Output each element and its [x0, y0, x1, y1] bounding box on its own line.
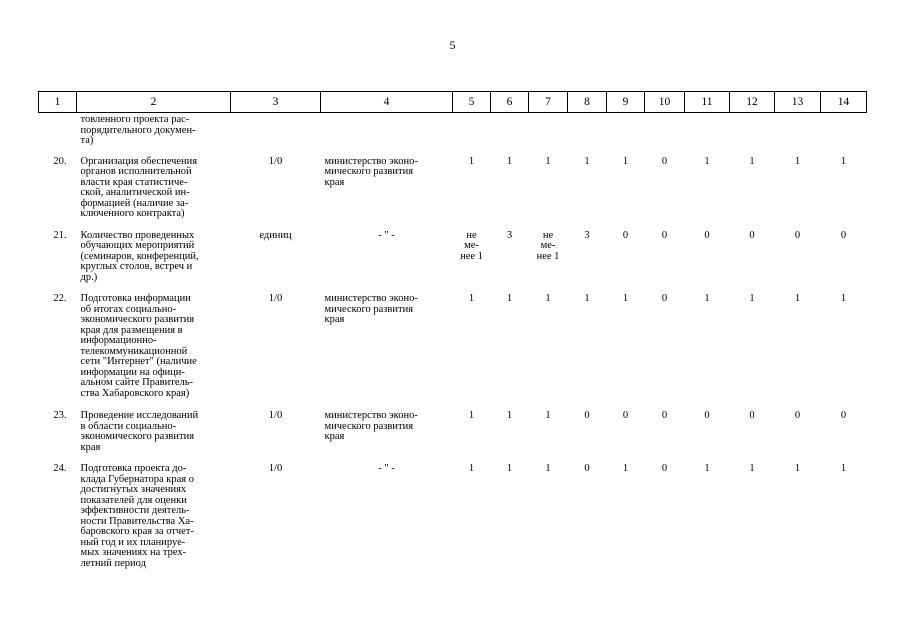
value-cell: 0: [840, 410, 847, 421]
value-cell: 0: [661, 155, 668, 167]
value-cell: 1: [840, 463, 847, 474]
value-cell: 1: [545, 463, 551, 474]
table-row: [39, 231, 867, 284]
responsible-cell: - " -: [378, 463, 395, 474]
value-cell: 1: [794, 463, 801, 474]
value-cell: 1: [584, 293, 590, 304]
value-cell: 0: [584, 463, 590, 474]
column-header: 7: [529, 92, 568, 113]
value-cell: 1: [506, 155, 513, 167]
table-row: [39, 294, 867, 399]
value-cell: 0: [584, 410, 590, 421]
indicator-name: Подготовка проекта до- клада Губернатора края о достигнутых значениях показателей для оценки эффективности деятель- ности Правительства Ха- баровского края за отчет- ный год и их планируе- мых значениях на трех- летний период: [80, 463, 194, 569]
table-row: [39, 411, 867, 453]
indicator-name: Организация обеспечения органов исполнительной власти края статистиче- ской, аналитической ин- формацией (наличие за- ключенного контракта): [80, 155, 198, 219]
value-cell: 0: [794, 229, 801, 241]
indicator-name: Подготовка информации об итогах социально- экономического развития края для размещения в информационно- телекоммуникационной сети "Интернет" (наличие информации на офици- альном сайте Правитель- ства Хабаровского края): [80, 293, 197, 399]
value-cell: 0: [622, 229, 629, 241]
value-cell: 1: [468, 155, 475, 167]
value-cell: 0: [749, 229, 755, 241]
row-number: 21.: [53, 229, 67, 241]
column-header: 2: [77, 92, 231, 113]
unit-cell: 1/0: [268, 463, 283, 474]
column-header: 13: [775, 92, 821, 113]
value-cell: 0: [840, 229, 847, 241]
value-cell: 1: [506, 410, 513, 421]
row-number: 22.: [53, 293, 67, 304]
value-cell: 0: [661, 229, 668, 241]
value-cell: не ме- нее 1: [536, 229, 560, 262]
value-cell: 3: [584, 229, 590, 241]
value-cell: 1: [468, 293, 475, 304]
page-number: 5: [449, 38, 456, 52]
column-header: 9: [607, 92, 645, 113]
value-cell: не ме- нее 1: [460, 229, 483, 262]
value-cell: 1: [468, 410, 475, 421]
value-cell: 1: [545, 410, 551, 421]
value-cell: 1: [794, 155, 801, 167]
column-header: 11: [685, 92, 730, 113]
responsible-cell: министерство эконо- мического развития края: [324, 410, 418, 442]
unit-cell: 1/0: [268, 155, 283, 167]
responsible-cell: министерство эконо- мического развития края: [324, 155, 418, 188]
value-cell: 1: [749, 463, 755, 474]
column-header: 8: [568, 92, 607, 113]
value-cell: 0: [749, 410, 755, 421]
value-cell: 1: [506, 293, 513, 304]
value-cell: 1: [622, 155, 629, 167]
continuation-text: товленного проекта рас- порядительного докумен- та): [80, 114, 196, 146]
row-number: 24.: [53, 463, 67, 474]
row-number: 23.: [53, 410, 67, 421]
indicator-name: Количество проведенных обучающих мероприятий (семинаров, конференций, круглых столов, встреч и др.): [80, 229, 199, 283]
value-cell: 1: [704, 155, 710, 167]
value-cell: 0: [622, 410, 629, 421]
continuation-row: [39, 113, 867, 157]
value-cell: 1: [794, 293, 801, 304]
value-cell: 0: [661, 293, 668, 304]
value-cell: 1: [545, 155, 551, 167]
value-cell: 1: [622, 463, 629, 474]
row-number: 20.: [53, 155, 67, 167]
indicator-name: Проведение исследований в области социально- экономического развития края: [80, 410, 199, 453]
value-cell: 1: [584, 155, 590, 167]
value-cell: 0: [704, 229, 710, 241]
value-cell: 1: [704, 463, 710, 474]
column-header: 12: [730, 92, 775, 113]
value-cell: 0: [661, 463, 668, 474]
value-cell: 1: [622, 293, 629, 304]
value-cell: 3: [506, 229, 513, 241]
unit-cell: 1/0: [268, 410, 283, 421]
responsible-cell: министерство эконо- мического развития края: [324, 293, 418, 325]
table-row: [39, 157, 867, 220]
column-header: 1: [39, 92, 77, 113]
value-cell: 1: [840, 293, 847, 304]
value-cell: 1: [506, 463, 513, 474]
table-row: [39, 464, 867, 569]
column-header: 4: [321, 92, 453, 113]
responsible-cell: - " -: [378, 229, 395, 241]
value-cell: 0: [704, 410, 710, 421]
value-cell: 1: [468, 463, 475, 474]
column-header: 14: [821, 92, 867, 113]
column-header: 3: [231, 92, 321, 113]
value-cell: 1: [749, 293, 755, 304]
value-cell: 1: [704, 293, 710, 304]
value-cell: 0: [661, 410, 668, 421]
column-header: 6: [491, 92, 529, 113]
value-cell: 1: [545, 293, 551, 304]
column-header: 5: [453, 92, 491, 113]
column-number-row: [39, 92, 867, 113]
value-cell: 1: [749, 155, 755, 167]
unit-cell: единиц: [259, 229, 292, 241]
unit-cell: 1/0: [268, 293, 283, 304]
value-cell: 1: [840, 155, 847, 167]
indicators-table: [38, 91, 867, 569]
column-header: 10: [645, 92, 685, 113]
value-cell: 0: [794, 410, 801, 421]
